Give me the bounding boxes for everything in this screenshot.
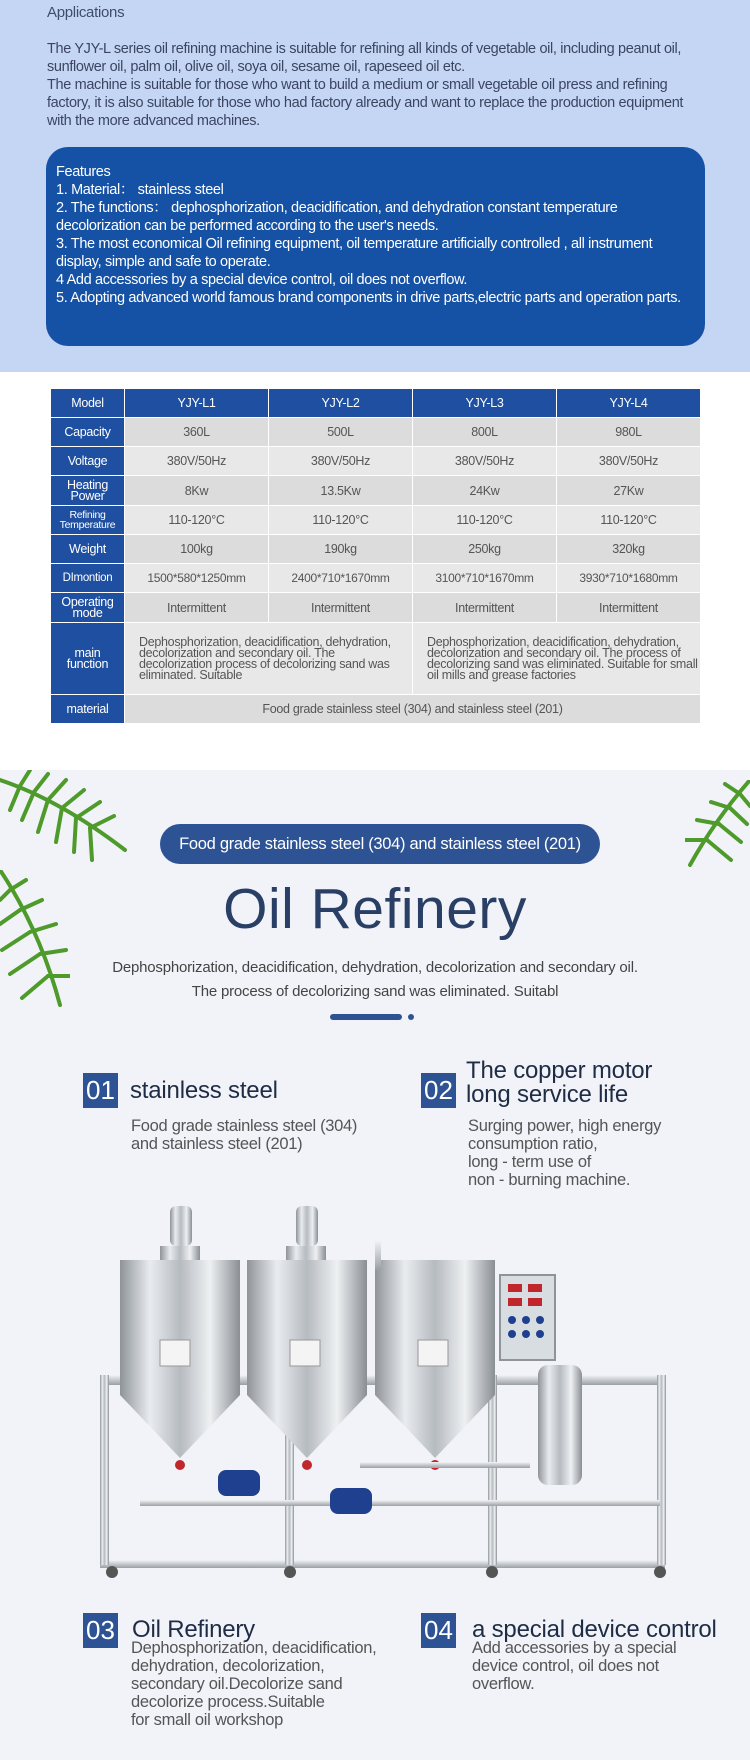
feature-description-line: consumption ratio, (468, 1135, 598, 1153)
feature-item: 1. Material： stainless steel (56, 182, 224, 198)
table-cell: Food grade stainless steel (304) and stainless steel (201) (125, 695, 701, 724)
feature-item: 2. The functions： dephosphorization, deacidification, and dehydration constant temperature decolorization can be performed according to the user's needs. (56, 200, 618, 234)
palm-leaf-icon (685, 780, 750, 870)
table-row (51, 593, 701, 623)
feature-description-line: overflow. (472, 1675, 535, 1693)
feature-heading (130, 1079, 278, 1103)
feature-number-badge: 04 (421, 1613, 456, 1648)
divider-dot (408, 1014, 414, 1020)
table-cell: Intermittent (269, 593, 413, 623)
intro-line: The process of decolorizing sand was eliminated. Suitabl (191, 983, 559, 1000)
features-box (46, 147, 705, 346)
table-cell: Dephosphorization, deacidification, dehydration, decolorization and secondary oil. The decolorization process of decolorizing sand was eliminated. Suitable (125, 623, 413, 695)
table-cell: 110-120°C (125, 506, 269, 535)
intro-line: Dephosphorization, deacidification, dehydration, decolorization and secondary oil. (112, 959, 638, 976)
table-cell: 100kg (125, 535, 269, 564)
feature-description-line: Add accessories by a special (472, 1639, 677, 1657)
tank-3 (375, 1260, 495, 1458)
features-title: Features (56, 164, 111, 180)
applications-paragraph: The machine is suitable for those who want to build a medium or small vegetable oil press and refining factory, it is also suitable for those who had factory already and want to replace the production equipment with the more advanced machines. (47, 77, 684, 129)
table-cell: 320kg (557, 535, 701, 564)
table-row-label: Heating Power (51, 476, 125, 506)
oil-refinery-machine-image (100, 1200, 670, 1580)
feature-description (468, 1117, 661, 1189)
table-row-label: DImontion (51, 564, 125, 593)
applications-paragraph: The YJY-L series oil refining machine is suitable for refining all kinds of vegetable oil, including peanut oil, sunflower oil, palm oil, olive oil, soya oil, sesame oil, rapeseed oil etc. (47, 41, 682, 75)
feature-description-line: dehydration, decolorization, (131, 1657, 325, 1675)
table-row-label: Capacity (51, 418, 125, 447)
table-header-row (51, 389, 701, 418)
table-cell: 250kg (413, 535, 557, 564)
table-cell: 190kg (269, 535, 413, 564)
feature-heading-line: stainless steel (130, 1077, 278, 1104)
tank-2 (247, 1260, 367, 1458)
table-cell: 110-120°C (413, 506, 557, 535)
table-row (51, 623, 701, 695)
page-title: Oil Refinery (223, 877, 527, 941)
applications-title: Applications (47, 4, 125, 21)
table-cell: 980L (557, 418, 701, 447)
table-cell: Dephosphorization, deacidification, dehydration, decolorization and secondary oil. The process of decolorizing sand was eliminated. Suitable for small oil mills and grease factories (413, 623, 701, 695)
table-cell: 3100*710*1670mm (413, 564, 557, 593)
intro-text (40, 956, 710, 1004)
table-row-label: Weight (51, 535, 125, 564)
table-row (51, 447, 701, 476)
table-row (51, 476, 701, 506)
table-row (51, 535, 701, 564)
material-pill: Food grade stainless steel (304) and stainless steel (201) (160, 824, 600, 864)
table-cell: 110-120°C (269, 506, 413, 535)
table-cell: 1500*580*1250mm (125, 564, 269, 593)
feature-description-line: long - term use of (468, 1153, 591, 1171)
table-cell: 3930*710*1680mm (557, 564, 701, 593)
feature-heading-line: The copper motor (466, 1057, 653, 1084)
table-row (51, 695, 701, 724)
feature-description-line: Dephosphorization, deacidification, (131, 1639, 377, 1657)
feature-description-line: secondary oil.Decolorize sand (131, 1675, 343, 1693)
table-row (51, 564, 701, 593)
table-cell: 380V/50Hz (413, 447, 557, 476)
table-header-cell: YJY-L1 (125, 389, 269, 418)
palm-leaf-icon (0, 770, 130, 870)
table-cell: 8Kw (125, 476, 269, 506)
table-row (51, 506, 701, 535)
feature-description-line: and stainless steel (201) (131, 1135, 303, 1153)
table-row-label: main function (51, 623, 125, 695)
table-row-label: material (51, 695, 125, 724)
feature-heading-line: long service life (466, 1081, 629, 1108)
table-cell: 800L (413, 418, 557, 447)
feature-description (131, 1117, 357, 1153)
table-cell: 2400*710*1670mm (269, 564, 413, 593)
table-row (51, 418, 701, 447)
feature-number-badge: 01 (83, 1073, 118, 1108)
table-cell: Intermittent (557, 593, 701, 623)
table-row-label: Voltage (51, 447, 125, 476)
table-header-cell: Model (51, 389, 125, 418)
table-cell: 380V/50Hz (557, 447, 701, 476)
feature-heading-line: Oil Refinery (132, 1616, 255, 1643)
table-cell: 380V/50Hz (269, 447, 413, 476)
table-cell: Intermittent (125, 593, 269, 623)
feature-description-line: Surging power, high energy (468, 1117, 662, 1135)
table-cell: 500L (269, 418, 413, 447)
divider-bar (330, 1014, 402, 1020)
feature-description-line: decolorize process.Suitable (131, 1693, 325, 1711)
table-header-cell: YJY-L3 (413, 389, 557, 418)
table-cell: 380V/50Hz (125, 447, 269, 476)
feature-item: 3. The most economical Oil refining equipment, oil temperature artificially controlled , all instrument display, simple and safe to operate. (56, 236, 653, 270)
table-cell: 110-120°C (557, 506, 701, 535)
feature-number-badge: 02 (421, 1073, 456, 1108)
feature-description-line: for small oil workshop (131, 1711, 284, 1729)
table-row-label: Refining Temperature (51, 506, 125, 535)
table-cell: 27Kw (557, 476, 701, 506)
applications-section (0, 0, 750, 372)
feature-description-line: device control, oil does not (472, 1657, 659, 1675)
table-cell: 360L (125, 418, 269, 447)
feature-description-line: non - burning machine. (468, 1171, 631, 1189)
table-header-cell: YJY-L4 (557, 389, 701, 418)
promo-section (0, 770, 750, 1760)
feature-description-line: Food grade stainless steel (304) (131, 1117, 358, 1135)
table-cell: Intermittent (413, 593, 557, 623)
table-row-label: Operating mode (51, 593, 125, 623)
feature-heading-line: a special device control (472, 1616, 717, 1643)
feature-heading (466, 1059, 652, 1107)
spec-table (50, 388, 701, 724)
feature-item: 5. Adopting advanced world famous brand components in drive parts,electric parts and operation parts. (56, 290, 681, 306)
feature-item: 4 Add accessories by a special device control, oil does not overflow. (56, 272, 468, 288)
tank-1 (120, 1260, 240, 1458)
feature-description (472, 1639, 676, 1693)
feature-number-badge: 03 (83, 1613, 118, 1648)
table-header-cell: YJY-L2 (269, 389, 413, 418)
feature-description (131, 1639, 376, 1729)
applications-text (47, 40, 707, 130)
table-cell: 13.5Kw (269, 476, 413, 506)
table-cell: 24Kw (413, 476, 557, 506)
